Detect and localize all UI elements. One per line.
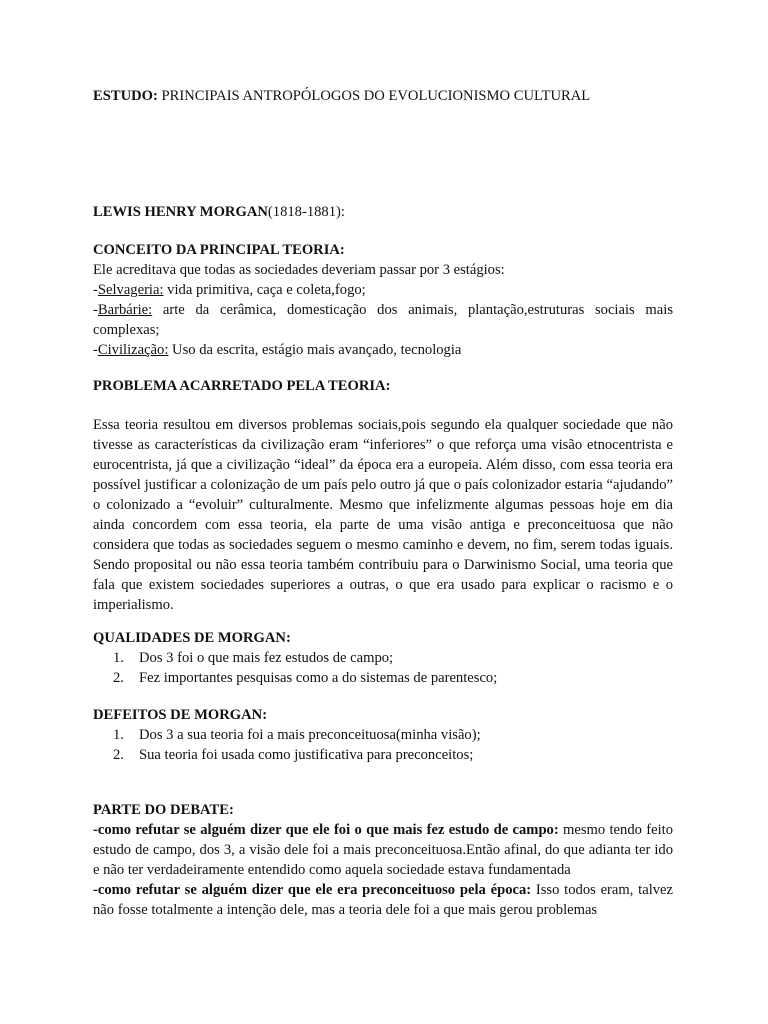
concept-section xyxy=(93,240,673,360)
stage-item xyxy=(93,300,673,340)
author-years: (1818-1881): xyxy=(267,204,345,220)
defects-list xyxy=(93,725,673,765)
defects-heading: DEFEITOS DE MORGAN: xyxy=(93,707,268,723)
problem-heading: PROBLEMA ACARRETADO PELA TEORIA: xyxy=(93,378,391,394)
debate-point xyxy=(93,880,673,920)
stage-prefix: - xyxy=(93,302,98,318)
title-label: ESTUDO: xyxy=(93,88,158,104)
stage-term: Civilização: xyxy=(97,342,169,358)
stage-item xyxy=(93,340,673,360)
document-title xyxy=(93,86,590,106)
list-number: 2. xyxy=(113,670,124,686)
list-item xyxy=(93,745,673,765)
list-text: Fez importantes pesquisas como a do sistemas de parentesco; xyxy=(139,670,498,686)
stage-desc: Uso da escrita, estágio mais avançado, tecnologia xyxy=(168,342,462,358)
problem-section xyxy=(93,376,673,396)
qualities-section xyxy=(93,628,673,688)
title-text: PRINCIPAIS ANTROPÓLOGOS DO EVOLUCIONISMO CULTURAL xyxy=(161,88,591,104)
stage-desc: arte da cerâmica, domesticação dos animais, plantação,estruturas sociais mais complexas; xyxy=(93,302,673,338)
author-name: LEWIS HENRY MORGAN xyxy=(93,204,268,220)
problem-text: Essa teoria resultou em diversos problemas sociais,pois segundo ela qualquer sociedade que não tivesse as características da civilização eram “inferiores” o que reforça uma visão etnocentrista e eurocentrista, já que a civilização “ideal” da época era a europeia. Além disso, com essa teoria era possível justificar a colonização de um país pelo outro já que o país colonizador estaria “ajudando” o colonizado a “evoluir” culturalmente. Mesmo que infelizmente algumas pessoas hoje em dia ainda concordem com essa teoria, ela parte de uma visão antiga e preconceituosa que não considera que todas as sociedades seguem o mesmo caminho e devem, no fim, serem todas iguais. Sendo proposital ou não essa teoria também contribuiu para o Darwinismo Social, uma teoria que fala que existem sociedades superiores a outras, o que era usado para explicar o racismo e o imperialismo. xyxy=(93,417,673,613)
list-text: Sua teoria foi usada como justificativa para preconceitos; xyxy=(139,747,474,763)
stage-prefix: - xyxy=(93,342,98,358)
stage-desc: vida primitiva, caça e coleta,fogo; xyxy=(163,282,366,298)
author-heading xyxy=(93,202,345,222)
list-number: 1. xyxy=(113,650,124,666)
list-item xyxy=(93,668,673,688)
debate-heading: PARTE DO DEBATE: xyxy=(93,802,234,818)
stage-term: Selvageria: xyxy=(97,282,164,298)
concept-heading: CONCEITO DA PRINCIPAL TEORIA: xyxy=(93,242,345,258)
debate-section xyxy=(93,800,673,920)
stage-prefix: - xyxy=(93,282,98,298)
qualities-list xyxy=(93,648,673,688)
defects-section xyxy=(93,705,673,765)
list-item xyxy=(93,648,673,668)
list-number: 2. xyxy=(113,747,124,763)
concept-intro: Ele acreditava que todas as sociedades deveriam passar por 3 estágios: xyxy=(93,262,505,278)
list-text: Dos 3 a sua teoria foi a mais preconceituosa(minha visão); xyxy=(139,727,481,743)
debate-answer: Isso todos eram, talvez não fosse totalmente a intenção dele, mas a teoria dele foi a que mais gerou problemas xyxy=(93,882,673,918)
list-text: Dos 3 foi o que mais fez estudos de campo; xyxy=(139,650,394,666)
stage-item xyxy=(93,280,673,300)
debate-question: -como refutar se alguém dizer que ele era preconceituoso pela época: xyxy=(93,882,532,898)
debate-question: -como refutar se alguém dizer que ele foi o que mais fez estudo de campo: xyxy=(93,822,559,838)
debate-point xyxy=(93,820,673,880)
stage-term: Barbárie: xyxy=(97,302,153,318)
list-item xyxy=(93,725,673,745)
list-number: 1. xyxy=(113,727,124,743)
qualities-heading: QUALIDADES DE MORGAN: xyxy=(93,630,291,646)
debate-answer: mesmo tendo feito estudo de campo, dos 3, a visão dele foi a mais preconceituosa.Então afinal, do que adianta ter ido e não ter verdadeiramente entendido como aquela sociedade estava fundamentada xyxy=(93,822,673,878)
